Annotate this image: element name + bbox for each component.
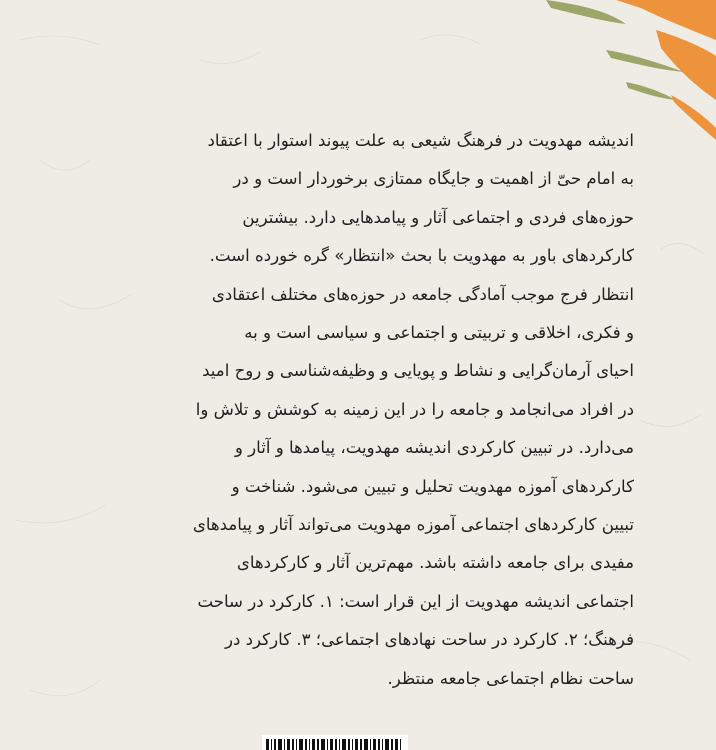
text-line-15: ساحت نظام اجتماعی جامعه منتظر.: [387, 668, 634, 688]
text-line-10: کارکردهای آموزه مهدویت تحلیل و تبیین می‌شود. شناخت و: [231, 476, 634, 496]
green-brush-stroke: [546, 0, 684, 100]
text-line-5: انتظار فرج موجب آمادگی جامعه در حوزه‌های مختلف اعتقادی: [211, 284, 634, 304]
text-line-8: در افراد می‌انجامد و جامعه را در این زمینه به کوشش و تلاش وا: [195, 399, 634, 419]
text-line-4: کارکردهای باور به مهدویت با بحث «انتظار» گره خورده است.: [209, 246, 634, 266]
orange-brush-stroke: [616, 0, 716, 140]
text-line-7: احیای آرمان‌گرایی و نشاط و پویایی و وظیفه‌شناسی و روح امید: [202, 361, 634, 381]
text-line-1: اندیشه مهدویت در فرهنگ شیعی به علت پیوند استوار با اعتقاد: [207, 131, 634, 150]
back-cover-description: [100, 122, 634, 698]
text-line-12: مفیدی برای جامعه داشته باشد. مهم‌ترین آثار و کارکردهای: [236, 553, 634, 573]
text-line-2: به امام حیّ از اهمیت و جایگاه ممتازی برخوردار است و در: [233, 169, 634, 189]
text-line-9: می‌دارد. در تبیین کارکردی اندیشه مهدویت، پیامدها و آثار و: [234, 438, 634, 458]
text-line-13: اجتماعی اندیشه مهدویت از این قرار است: ۱. کارکرد در ساحت: [197, 591, 634, 611]
text-line-6: و فکری، اخلاقی و تربیتی و اجتماعی و سیاسی است و به: [244, 323, 634, 343]
text-line-3: حوزه‌های فردی و اجتماعی آثار و پیامدهایی دارد. بیشترین: [242, 207, 634, 227]
text-line-14: فرهنگ؛ ۲. کارکرد در ساحت نهادهای اجتماعی؛ ۳. کارکرد در: [224, 630, 634, 650]
barcode-icon: [262, 735, 408, 750]
text-line-11: تبیین کارکردهای اجتماعی آموزه مهدویت می‌تواند آثار و پیامدهای: [192, 515, 634, 535]
